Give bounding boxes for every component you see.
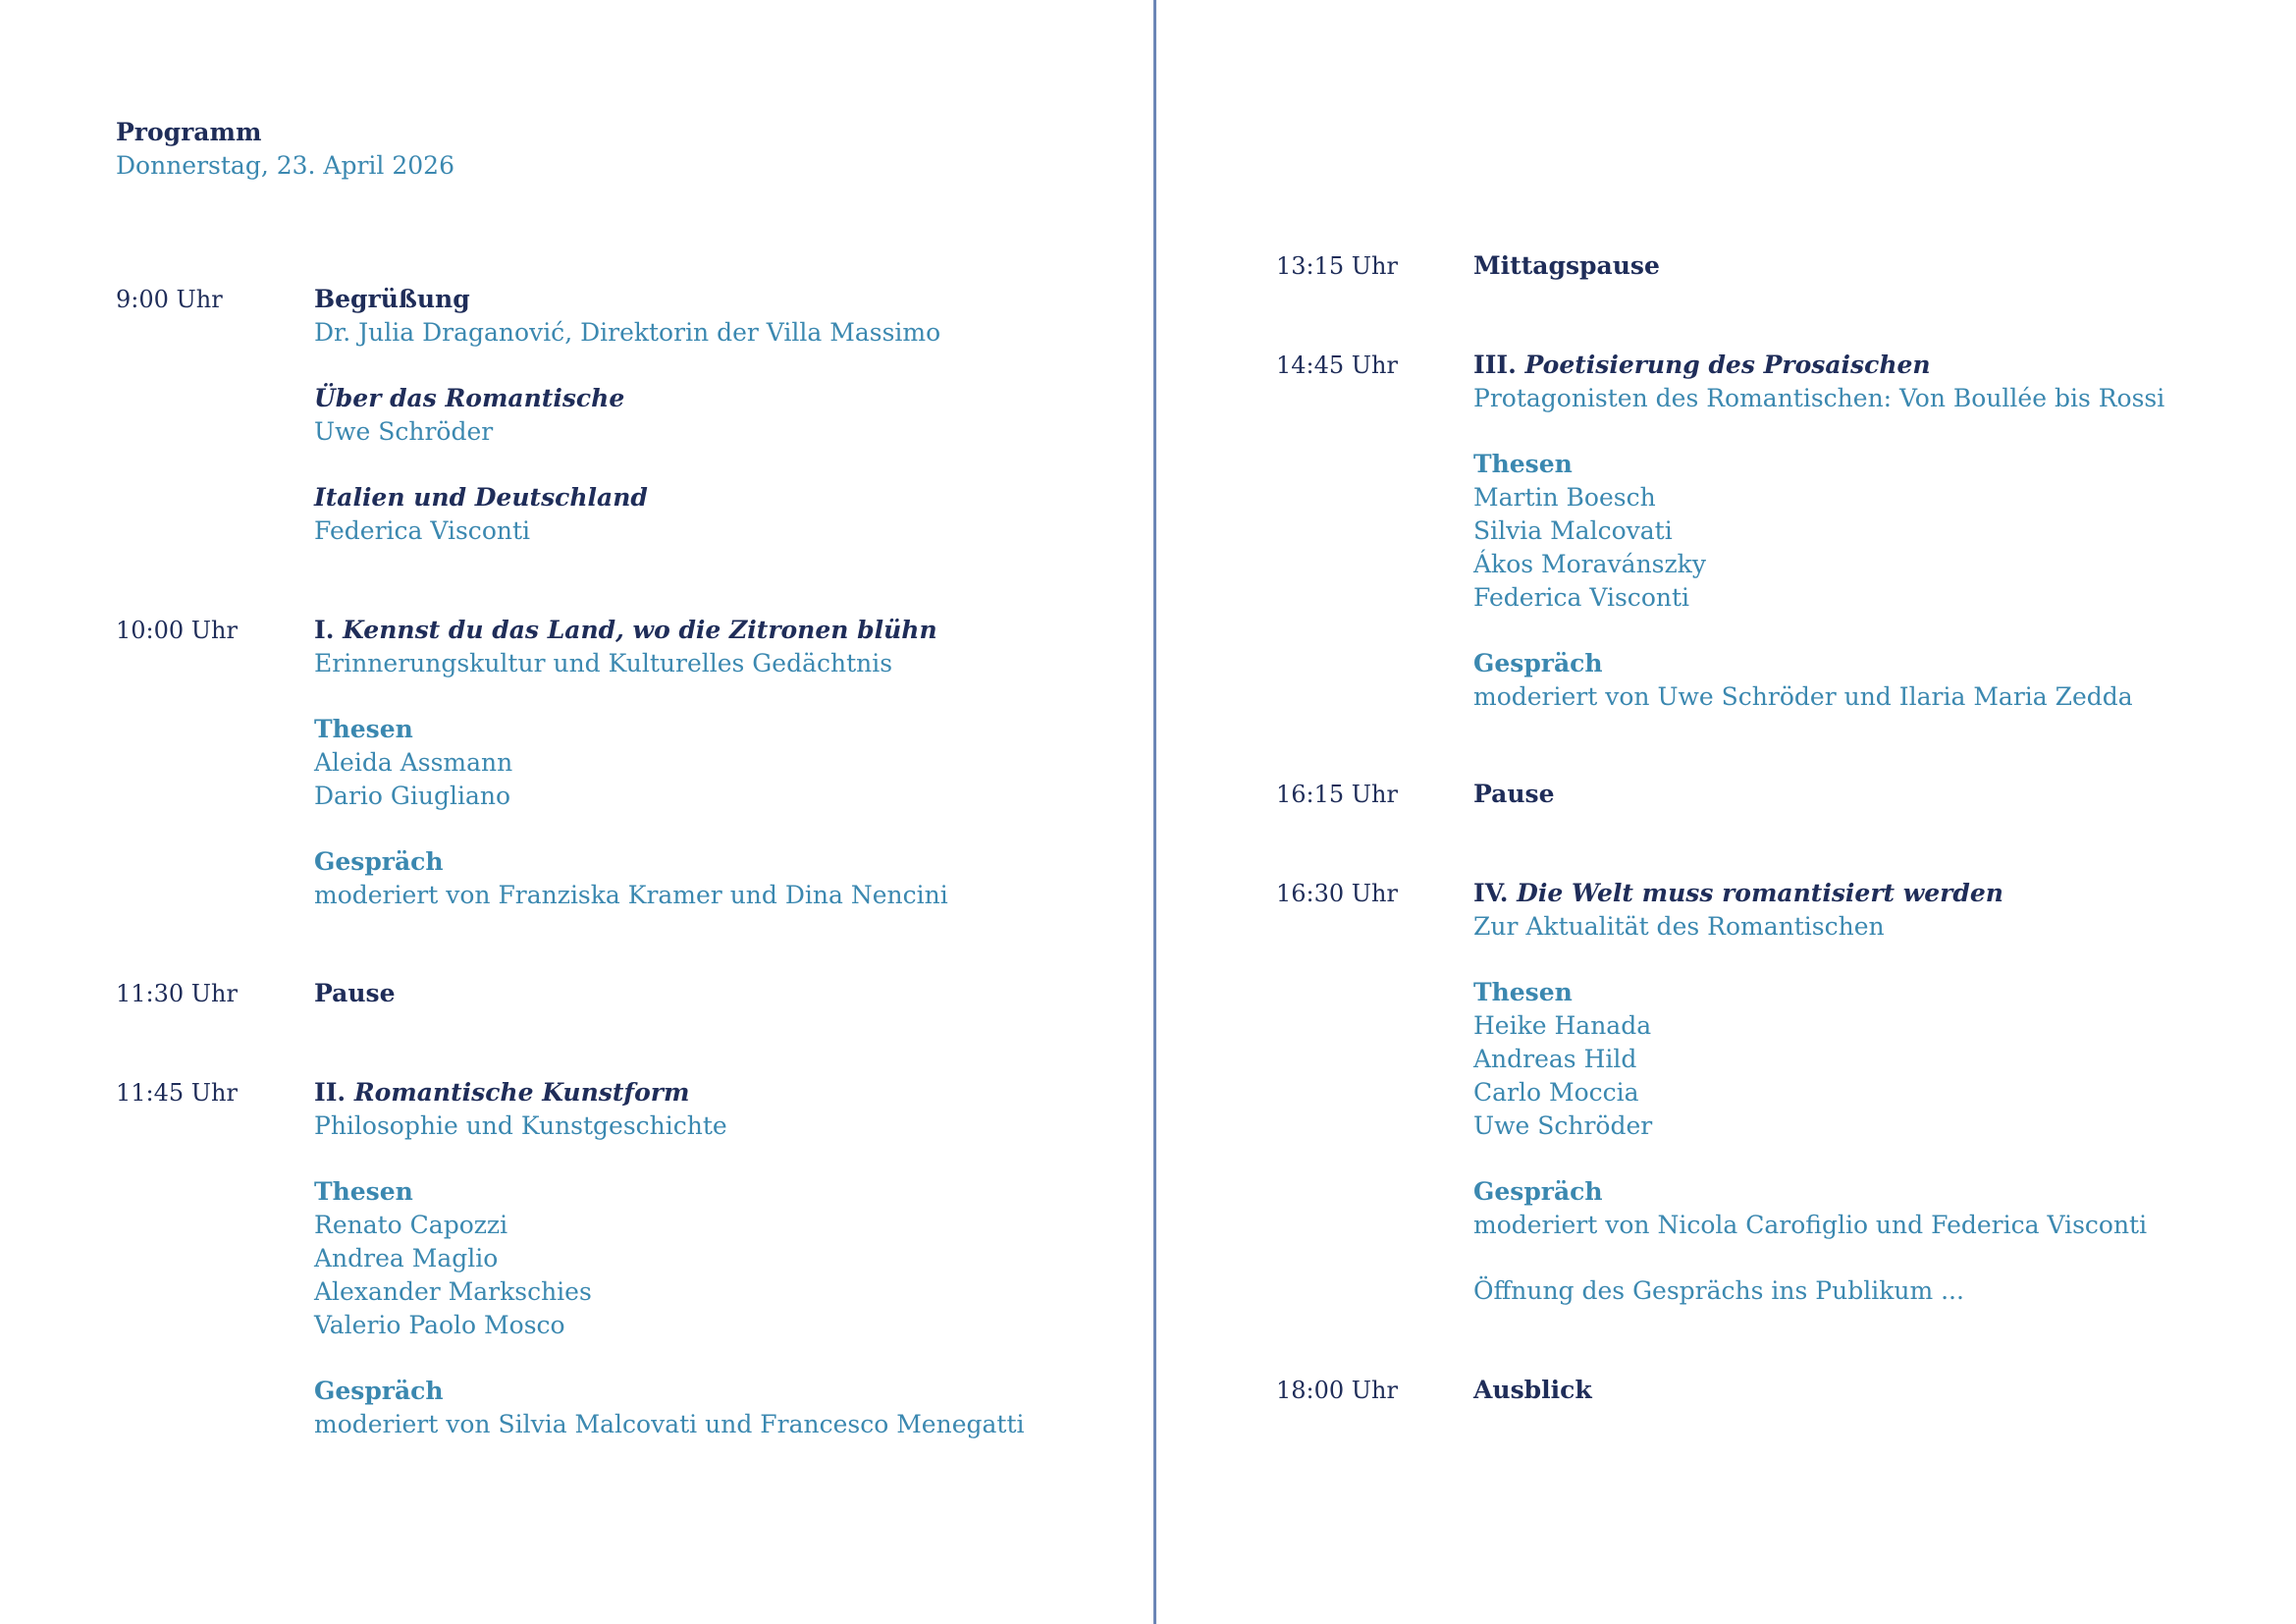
thesen-heading: Thesen [314, 715, 413, 743]
speaker-name: Martin Boesch [1473, 483, 1656, 512]
moderation-text: moderiert von Nicola Carofiglio und Federica Visconti [1473, 1211, 2148, 1239]
speaker-name: Heike Hanada [1473, 1011, 1652, 1040]
session-title: Pause [314, 979, 396, 1007]
audience-opening-note: Öffnung des Gesprächs ins Publikum ... [1473, 1276, 1964, 1305]
time-label: 10:00 Uhr [116, 617, 238, 644]
session-title [1473, 349, 1931, 382]
session-title-text: Poetisierung des Prosaischen [1524, 351, 1931, 379]
session-subtitle: Philosophie und Kunstgeschichte [314, 1111, 727, 1140]
talk-title: Über das Romantische [314, 384, 625, 412]
speaker-name: Renato Capozzi [314, 1211, 508, 1239]
speaker-name: Dario Giugliano [314, 782, 511, 810]
time-label: 9:00 Uhr [116, 286, 223, 313]
session-subtitle: Protagonisten des Romantischen: Von Boullée bis Rossi [1473, 384, 2165, 412]
time-label: 11:30 Uhr [116, 980, 238, 1007]
session-title-text: Kennst du das Land, wo die Zitronen blühn [343, 616, 937, 644]
session-subtitle: Zur Aktualität des Romantischen [1473, 912, 1885, 941]
speaker-name: Andreas Hild [1473, 1045, 1637, 1073]
session-title: Ausblick [1473, 1376, 1592, 1404]
gespraech-heading: Gespräch [314, 847, 444, 876]
session-title: Begrüßung [314, 285, 470, 313]
speaker-name: Federica Visconti [314, 516, 531, 545]
moderation-text: moderiert von Uwe Schröder und Ilaria Maria Zedda [1473, 682, 2133, 711]
session-subtitle: Erinnerungskultur und Kulturelles Gedächtnis [314, 649, 893, 677]
time-label: 14:45 Uhr [1276, 352, 1398, 379]
speaker-name: Uwe Schröder [1473, 1111, 1653, 1140]
gespraech-heading: Gespräch [314, 1377, 444, 1405]
gespraech-heading: Gespräch [1473, 1177, 1603, 1206]
time-label: 11:45 Uhr [116, 1079, 238, 1107]
thesen-heading: Thesen [314, 1177, 413, 1206]
session-number: II. [314, 1078, 347, 1107]
moderation-text: moderiert von Silvia Malcovati und Francesco Menegatti [314, 1410, 1025, 1438]
session-title-text: Romantische Kunstform [353, 1078, 690, 1107]
session-number: III. [1473, 351, 1517, 379]
speaker-name: Aleida Assmann [314, 748, 513, 777]
gespraech-heading: Gespräch [1473, 649, 1603, 677]
speaker-name: Andrea Maglio [314, 1244, 499, 1272]
thesen-heading: Thesen [1473, 450, 1573, 478]
session-number: I. [314, 616, 335, 644]
time-label: 16:30 Uhr [1276, 880, 1398, 907]
speaker-name: Silvia Malcovati [1473, 516, 1673, 545]
moderation-text: moderiert von Franziska Kramer und Dina Nencini [314, 881, 948, 909]
session-title-text: Die Welt muss romantisiert werden [1517, 879, 2003, 907]
speaker-name: Valerio Paolo Mosco [314, 1311, 565, 1339]
session-title: Pause [1473, 780, 1555, 808]
speaker-name: Ákos Moravánszky [1473, 550, 1706, 578]
session-title [1473, 877, 2003, 910]
session-number: IV. [1473, 879, 1509, 907]
page-title: Programm [116, 118, 262, 146]
time-label: 13:15 Uhr [1276, 252, 1398, 280]
thesen-heading: Thesen [1473, 978, 1573, 1006]
page-divider [1153, 0, 1156, 1624]
session-subtitle: Dr. Julia Draganović, Direktorin der Villa Massimo [314, 318, 941, 347]
program-date: Donnerstag, 23. April 2026 [116, 151, 454, 180]
speaker-name: Uwe Schröder [314, 417, 494, 446]
speaker-name: Alexander Markschies [314, 1277, 592, 1306]
time-label: 16:15 Uhr [1276, 781, 1398, 808]
talk-title: Italien und Deutschland [314, 483, 648, 512]
speaker-name: Carlo Moccia [1473, 1078, 1639, 1107]
time-label: 18:00 Uhr [1276, 1377, 1398, 1404]
session-title: Mittagspause [1473, 251, 1660, 280]
speaker-name: Federica Visconti [1473, 583, 1690, 612]
